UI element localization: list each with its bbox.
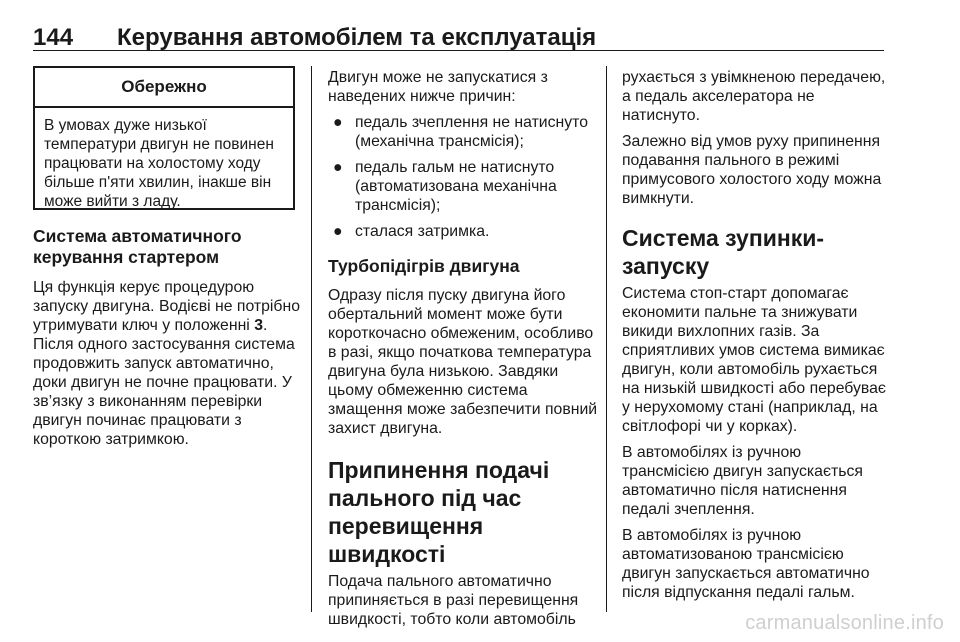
turbo-paragraph: Одразу після пуску двигуна його обертальний момент може бути короткочасно обмеженим, особливо в разі, якщо початкова температура двигуна була низькою. Завдяки цьому обмеженню система змащення може забезпечити повний захист двигуна. xyxy=(328,287,598,437)
section-title-turbo: Турбопідігрів двигуна xyxy=(328,256,520,276)
fuel-cut-continuation: рухається з увімкненою передачею, а педаль акселератора не натиснуто. xyxy=(622,69,886,124)
list-item: ● педаль зчеплення не натиснуто (механічна трансмісія); xyxy=(333,114,588,150)
watermark: carmanualsonline.info xyxy=(745,612,944,634)
page-header xyxy=(33,20,884,51)
reasons-intro: Двигун може не запускатися з наведених нижче причин: xyxy=(328,69,548,105)
chapter-title: Керування автомобілем та експлуатація xyxy=(117,24,597,51)
reasons-list xyxy=(328,113,598,241)
stop-start-paragraph-3: В автомобілях із ручною автоматизованою трансмісією двигун запускається автоматично після відпускання педалі гальм. xyxy=(622,527,870,601)
caution-text: В умовах дуже низької температури двигун не повинен працювати на холостому ходу більше п'яти хвилин, інакше він може вийти з ладу. xyxy=(44,117,274,210)
page-number: 144 xyxy=(33,24,74,51)
section-title-auto-starter: Система автоматичного керування стартером xyxy=(33,226,242,267)
list-item: ● педаль гальм не натиснуто (автоматизована механічна трансмісія); xyxy=(333,159,557,214)
column-divider-left xyxy=(311,66,312,612)
fuel-cut-paragraph-2: Залежно від умов руху припинення подавання пального в режимі примусового холостого ходу можна вимкнути. xyxy=(622,133,882,207)
column-2 xyxy=(328,68,598,629)
column-3 xyxy=(622,68,892,602)
bullet-icon: ● xyxy=(333,114,343,131)
key-position: 3 xyxy=(254,317,263,334)
auto-starter-paragraph xyxy=(33,278,303,449)
paragraph-text: Ця функція керує процедурою запуску двигуна. Водієві не потрібно утримувати ключ у положенні xyxy=(33,279,300,334)
fuel-cut-paragraph: Подача пального автоматично припиняється в разі перевищення швидкості, тобто коли автомобіль xyxy=(328,573,579,628)
paragraph-text-cont: . Після одного застосування система продовжить запуск автоматично, доки двигун не почне працювати. У зв’язку з виконанням перевірки двигун починає працювати з короткою затримкою. xyxy=(33,317,295,448)
column-divider-right xyxy=(606,66,607,612)
stop-start-paragraph-2: В автомобілях із ручною трансмісією двигун запускається автоматично після натиснення педалі зчеплення. xyxy=(622,444,863,518)
stop-start-paragraph-1: Система стоп-старт допомагає економити пальне та знижувати викиди вихлопних газів. За сприятливих умов система вимикає двигун, коли автомобіль рухається на низькій швидкості або перебуває у нерухомому стані (наприклад, на світлофорі чи у корках). xyxy=(622,285,886,435)
bullet-icon: ● xyxy=(333,223,343,240)
section-title-fuel-cut: Припинення подачі пального під час перевищення швидкості xyxy=(328,457,550,567)
column-1 xyxy=(33,226,303,449)
caution-box xyxy=(33,66,295,210)
caution-title: Обережно xyxy=(35,68,293,108)
bullet-icon: ● xyxy=(333,159,343,176)
list-item: ● сталася затримка. xyxy=(333,223,490,240)
section-title-stop-start: Система зупинки-запуску xyxy=(622,225,825,279)
